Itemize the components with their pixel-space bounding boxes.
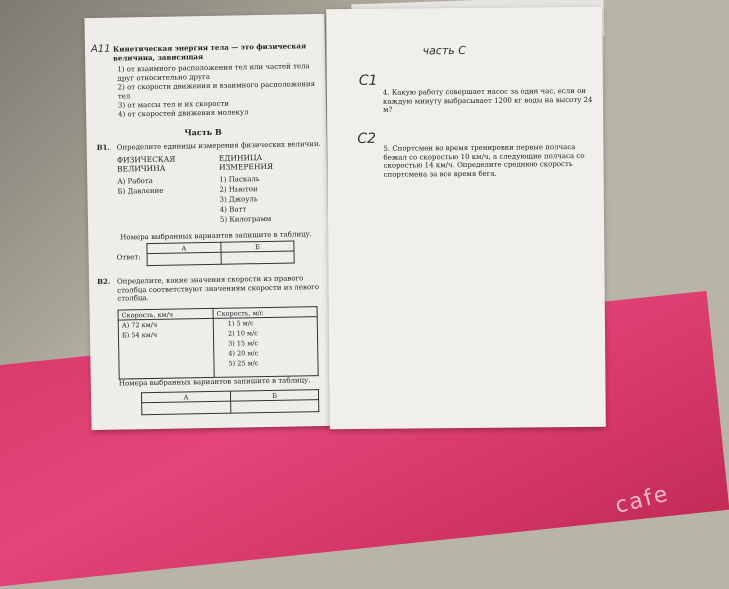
b1-answer-cell-b[interactable] [221, 251, 294, 264]
b1-left-item-a: А) Работа [117, 176, 153, 186]
b1-left-header-1: ФИЗИЧЕСКАЯ [116, 154, 176, 165]
b1-instruction: Номера выбранных вариантов запишите в таблицу. [120, 230, 313, 242]
q4-text: 4. Какую работу совершает насос за один час, если он каждую минуту выбрасывает 1200 кг воды на высоту 24 м? [382, 86, 593, 114]
b2-left-item-a: А) 72 км/ч [121, 320, 158, 330]
q5-text: 5. Спортсмен во время тренировки первые полчаса бежал со скоростью 10 км/ч, а следующие полчаса со скоростью 14 км/ч. Определите среднюю скорость спортсмена за все время бега. [383, 143, 585, 179]
b1-answer-cell-a[interactable] [147, 252, 221, 265]
b1-right-item-4: 4) Ватт [219, 205, 247, 214]
a11-option-3: 3) от массы тел и их скорости [117, 99, 230, 110]
b1-col-b: Б [221, 241, 294, 252]
b1-answer-label: Ответ: [116, 253, 141, 262]
b1-right-item-5: 5) Килограмм [219, 214, 272, 224]
b1-label: В1. [96, 142, 110, 152]
b2-left-cell [118, 318, 214, 379]
b2-left-header: Скорость, км/ч [118, 308, 213, 320]
b2-right-item-5: 5) 25 м/с [228, 359, 259, 368]
b1-question: Определите единицы измерения физических величин. [116, 140, 321, 152]
b1-answer-table [146, 240, 294, 266]
b2-answer-table [141, 389, 319, 415]
a11-option-4: 4) от скоростей движения молекул [118, 108, 249, 119]
b2-right-item-3: 3) 15 м/с [228, 339, 259, 348]
right-page [326, 7, 606, 429]
b2-right-header: Скорость, м/с [213, 307, 317, 319]
a11-option-1: 1) от взаимного расположения тел или частей тела друг относительно друга [117, 62, 310, 83]
b2-answer-cell-b[interactable] [231, 400, 319, 414]
left-page [84, 14, 331, 430]
b2-col-a: А [141, 391, 230, 403]
b1-left-item-b: Б) Давление [117, 186, 164, 196]
b2-col-b: Б [231, 390, 319, 402]
b2-instruction: Номера выбранных вариантов запишите в таблицу. [118, 376, 311, 388]
a11-option-2: 2) от скорости движения и взаимного расположения тел [117, 80, 316, 101]
part-c-title-handwritten: часть С [422, 43, 466, 58]
b2-right-item-4: 4) 20 м/с [228, 349, 259, 358]
bag-print: cafe [612, 481, 673, 519]
b1-left-header-2: ВЕЛИЧИНА [116, 163, 166, 174]
c1-handwritten: С1 [358, 72, 378, 89]
b2-right-item-1: 1) 5 м/с [227, 319, 254, 328]
b1-right-header-1: ЕДИНИЦА [218, 153, 263, 163]
b2-left-item-b: Б) 54 км/ч [121, 330, 158, 340]
b1-col-a: А [147, 242, 221, 253]
b2-answer-cell-a[interactable] [142, 401, 231, 415]
b2-right-item-2: 2) 10 м/с [227, 329, 258, 338]
b2-right-cell [213, 317, 318, 378]
c2-handwritten: С2 [357, 130, 377, 147]
a11-handwritten: А11 [90, 43, 111, 56]
b1-right-item-2: 2) Ньютон [219, 185, 258, 194]
b2-label: В2. [96, 276, 111, 286]
b2-matching-table [118, 306, 319, 379]
b1-right-header-2: ИЗМЕРЕНИЯ [218, 161, 274, 172]
b2-question: Определите, какие значения скорости из правого столбца соответствуют значениям скорости из левого столбца. [116, 274, 320, 303]
b1-right-item-3: 3) Джоуль [219, 195, 258, 204]
part-b-title: Часть В [184, 126, 222, 138]
b1-right-item-1: 1) Паскаль [219, 175, 260, 184]
a11-question: Кинетическая энергия тела — это физическая величина, зависящая [112, 41, 307, 63]
